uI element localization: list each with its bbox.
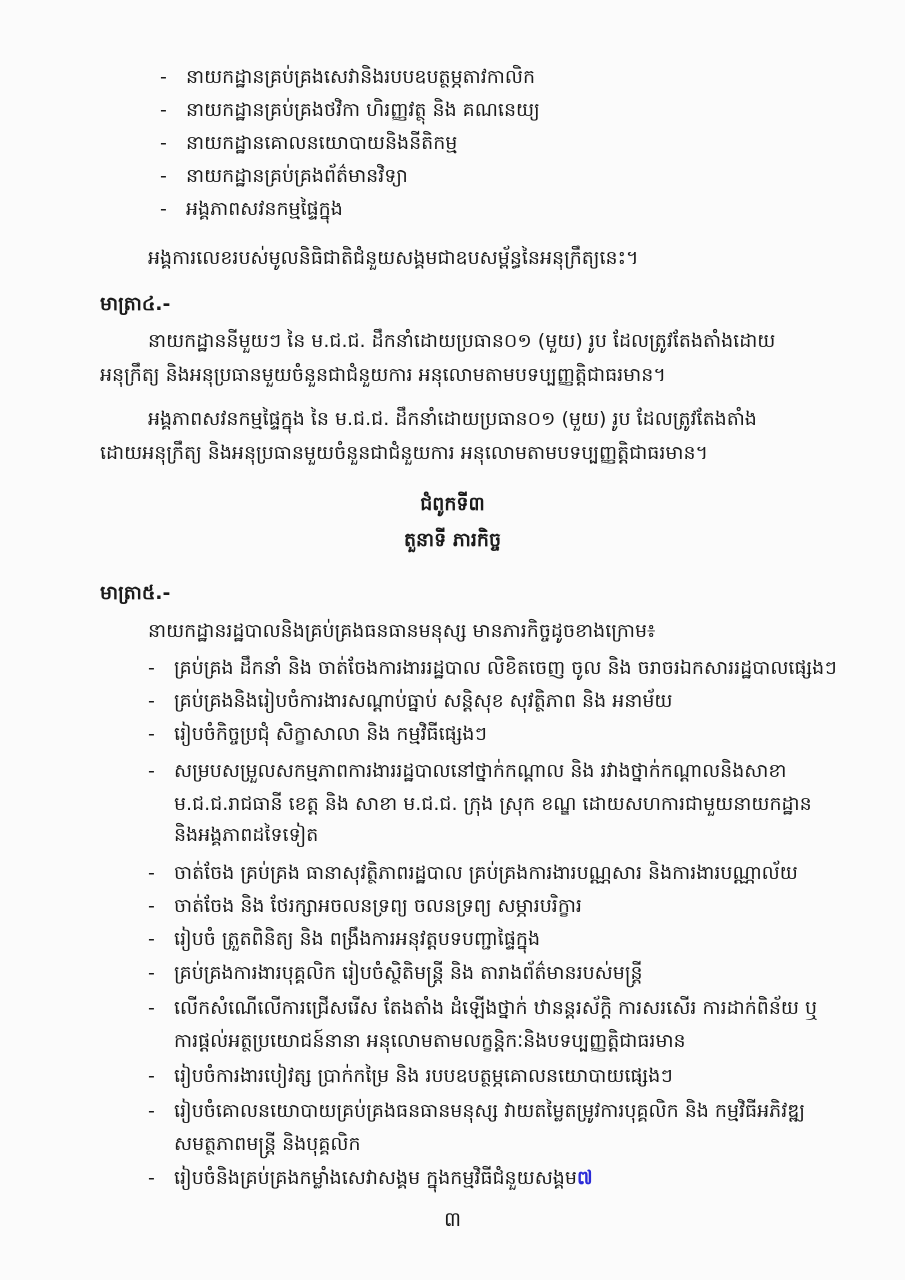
bullet-dash: - [160,198,167,220]
list-item: ចាត់ចែង គ្រប់គ្រង ធានាសុវត្ថិភាពរដ្ឋបាល គ្រប់គ្រងការងារបណ្ណសារ និងការងារបណ្ណាល័យ [174,862,798,884]
bullet-dash: - [148,760,155,782]
list-item-continuation: ការផ្តល់អត្ថប្រយោជន៍នានា អនុលោមតាមលក្ខន្តិកៈនិងបទប្បញ្ញត្តិជាធរមាន [174,1030,686,1052]
list-item: គ្រប់គ្រងនិងរៀបចំការងារសណ្តាប់ធ្នាប់ សន្តិសុខ សុវត្ថិភាព និង អនាម័យ [174,690,673,712]
bullet-dash: - [148,962,155,984]
bullet-dash: - [148,1167,155,1189]
list-item-continuation: សមត្ថភាពមន្ត្រី និងបុគ្គលិក [174,1133,361,1155]
list-item: គ្រប់គ្រង ដឹកនាំ និង ចាត់ចែងការងាររដ្ឋបាល លិខិតចេញ ចូល និង ចរាចរឯកសាររដ្ឋបាលផ្សេងៗ [174,657,837,679]
bullet-dash: - [148,895,155,917]
bullet-dash: - [148,928,155,950]
list-item: នាយកដ្ឋានគ្រប់គ្រងព័ត៌មានវិទ្យា [186,165,408,187]
list-item-continuation: ម.ជ.ជ.រាជធានី ខេត្ត និង សាខា ម.ជ.ជ. ក្រុង ស្រុក ខណ្ឌ ដោយសហការជាមួយនាយកដ្ឋាន [174,793,812,815]
list-item: រៀបចំគោលនយោបាយគ្រប់គ្រងធនធានមនុស្ស វាយតម្លៃតម្រូវការបុគ្គលិក និង កម្មវិធីអភិវឌ្ឍ [174,1100,805,1122]
paragraph: នាយកដ្ឋានរដ្ឋបាលនិងគ្រប់គ្រងធនធានមនុស្ស មានភារកិច្ចដូចខាងក្រោម៖ [148,620,656,642]
bullet-dash: - [148,690,155,712]
chapter-title: ជំពូកទី៣ [420,493,485,515]
paragraph-line: អង្គភាពសវនកម្មផ្ទៃក្នុង នៃ ម.ជ.ជ. ដឹកនាំដោយប្រធាន០១ (មួយ) រូប ដែលត្រូវតែងតាំង [148,408,757,430]
paragraph-line: នាយកដ្ឋាននីមួយៗ នៃ ម.ជ.ជ. ដឹកនាំដោយប្រធាន០១ (មួយ) រូប ដែលត្រូវតែងតាំងដោយ [148,330,776,352]
bullet-dash: - [160,132,167,154]
bullet-dash: - [160,66,167,88]
list-item: នាយកដ្ឋានគ្រប់គ្រងសេវានិងរបបឧបត្ថម្ភតាវកាលិក [186,66,536,88]
list-item: រៀបចំកិច្ចប្រជុំ សិក្ខាសាលា និង កម្មវិធីផ្សេងៗ [174,723,487,745]
paragraph-line: ដោយអនុក្រឹត្យ និងអនុប្រធានមួយចំនួនជាជំនួយការ អនុលោមតាមបទប្បញ្ញត្តិជាធរមាន។ [100,442,709,464]
bullet-dash: - [148,862,155,884]
list-item [174,1165,593,1191]
list-item-text: រៀបចំនិងគ្រប់គ្រងកម្លាំងសេវាសង្គម ក្នុងកម្មវិធីជំនួយសង្គម [174,1167,577,1189]
paragraph: អង្គការលេខរបស់មូលនិធិជាតិជំនួយសង្គមជាឧបសម្ព័ន្ធនៃអនុក្រឹត្យនេះ។ [148,247,639,269]
list-item: អង្គភាពសវនកម្មផ្ទៃក្នុង [186,198,343,220]
bullet-dash: - [148,657,155,679]
chapter-subtitle: តួនាទី ភារកិច្ច [403,529,502,551]
article-heading: មាត្រា៥.- [100,582,171,604]
article-heading: មាត្រា៤.- [100,293,171,315]
paragraph-line: អនុក្រឹត្យ និងអនុប្រធានមួយចំនួនជាជំនួយការ អនុលោមតាមបទប្បញ្ញត្តិជាធរមាន។ [100,364,666,386]
bullet-dash: - [148,1065,155,1087]
list-item: រៀបចំ ត្រួតពិនិត្យ និង ពង្រឹងការអនុវត្តបទបញ្ជាផ្ទៃក្នុង [174,928,541,950]
list-item: លើកសំណើលើការជ្រើសរើស តែងតាំង ដំឡើងថ្នាក់ ឋានន្តរស័ក្តិ ការសរសើរ ការដាក់ពិន័យ ឬ [174,997,818,1019]
bullet-dash: - [148,723,155,745]
bullet-dash: - [160,165,167,187]
list-item: នាយកដ្ឋានគោលនយោបាយនិងនីតិកម្ម [186,132,458,154]
initial-mark: ៧ [576,1167,593,1189]
list-item: រៀបចំការងារបៀវត្ស ប្រាក់កម្រៃ និង របបឧបត្ថម្ភគោលនយោបាយផ្សេងៗ [174,1065,673,1087]
page-number: ៣ [443,1207,462,1231]
list-item: ចាត់ចែង និង ថែរក្សាអចលនទ្រព្យ ចលនទ្រព្យ សម្ភារបរិក្ខារ [174,895,582,917]
bullet-dash: - [148,1100,155,1122]
list-item-continuation: និងអង្គភាពដទៃទៀត [174,824,319,846]
bullet-dash: - [148,997,155,1019]
list-item: សម្របសម្រួលសកម្មភាពការងាររដ្ឋបាលនៅថ្នាក់កណ្តាល និង រវាងថ្នាក់កណ្តាលនិងសាខា [174,760,787,782]
list-item: គ្រប់គ្រងការងារបុគ្គលិក រៀបចំស្ថិតិមន្ត្រី និង តារាងព័ត៌មានរបស់មន្ត្រី [174,962,643,984]
bullet-dash: - [160,99,167,121]
list-item: នាយកដ្ឋានគ្រប់គ្រងថវិកា ហិរញ្ញវត្ថុ និង គណនេយ្យ [186,99,540,121]
